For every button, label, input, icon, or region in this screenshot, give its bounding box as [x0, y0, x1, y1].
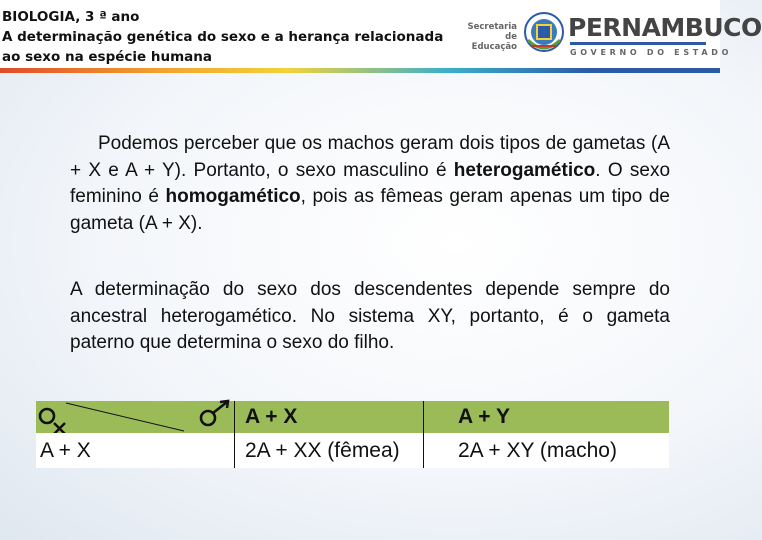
column-divider-1 — [234, 401, 235, 433]
lesson-title-line3: ao sexo na espécie humana — [2, 49, 212, 65]
table-row — [36, 433, 669, 468]
diagonal-divider — [36, 401, 231, 433]
secretaria-logo — [455, 22, 517, 52]
header-bar — [0, 0, 762, 68]
logo-bar — [570, 42, 706, 45]
paragraph1-text-c: , pois as fêmeas geram apenas um tipo de gameta (A + X). — [70, 186, 670, 234]
pernambuco-logo-text: PERNAMBUCO — [568, 13, 762, 42]
header-col-ax: A + X — [245, 405, 298, 428]
female-symbol-icon — [40, 409, 54, 423]
table-header-row — [36, 401, 669, 433]
male-symbol-icon — [201, 411, 215, 425]
table-corner-cell — [40, 401, 230, 433]
lesson-title-line2: A determinação genética do sexo e a herança relacionada — [2, 29, 444, 45]
row-label-ax: A + X — [40, 438, 91, 462]
header-col-ay: A + Y — [458, 405, 510, 428]
lesson-title-line1: BIOLOGIA, 3 ª ano — [2, 9, 140, 25]
header-divider — [0, 68, 720, 73]
paragraph1-text-a: Podemos perceber que os machos geram dois tipos de gametas (A + X e A + Y). Portanto, o sexo masculino é — [70, 133, 670, 181]
column-divider-2 — [423, 433, 424, 468]
state-seal-icon — [522, 10, 566, 56]
column-divider-2 — [423, 401, 424, 433]
term-homogametico: homogamético — [165, 186, 301, 207]
paragraph1-text-b: . O sexo feminino é — [70, 159, 671, 207]
paragraph-gametas — [70, 131, 670, 237]
term-heterogametico: heterogamético — [453, 159, 596, 181]
cross-table — [36, 401, 669, 468]
secretaria-line2: Educação — [471, 42, 517, 52]
lesson-title — [2, 7, 442, 67]
column-divider-1 — [234, 433, 235, 468]
secretaria-line1: Secretaria de — [467, 22, 517, 42]
governo-do-estado-text: GOVERNO DO ESTADO — [570, 48, 733, 57]
cell-male-result: 2A + XY (macho) — [458, 438, 617, 462]
cell-female-result: 2A + XX (fêmea) — [245, 438, 400, 462]
paragraph-determinacao: A determinação do sexo dos descendentes depende sempre do ancestral heterogamético. No sistema XY, portanto, é o gameta paterno que determina o sexo do filho. — [70, 279, 670, 353]
